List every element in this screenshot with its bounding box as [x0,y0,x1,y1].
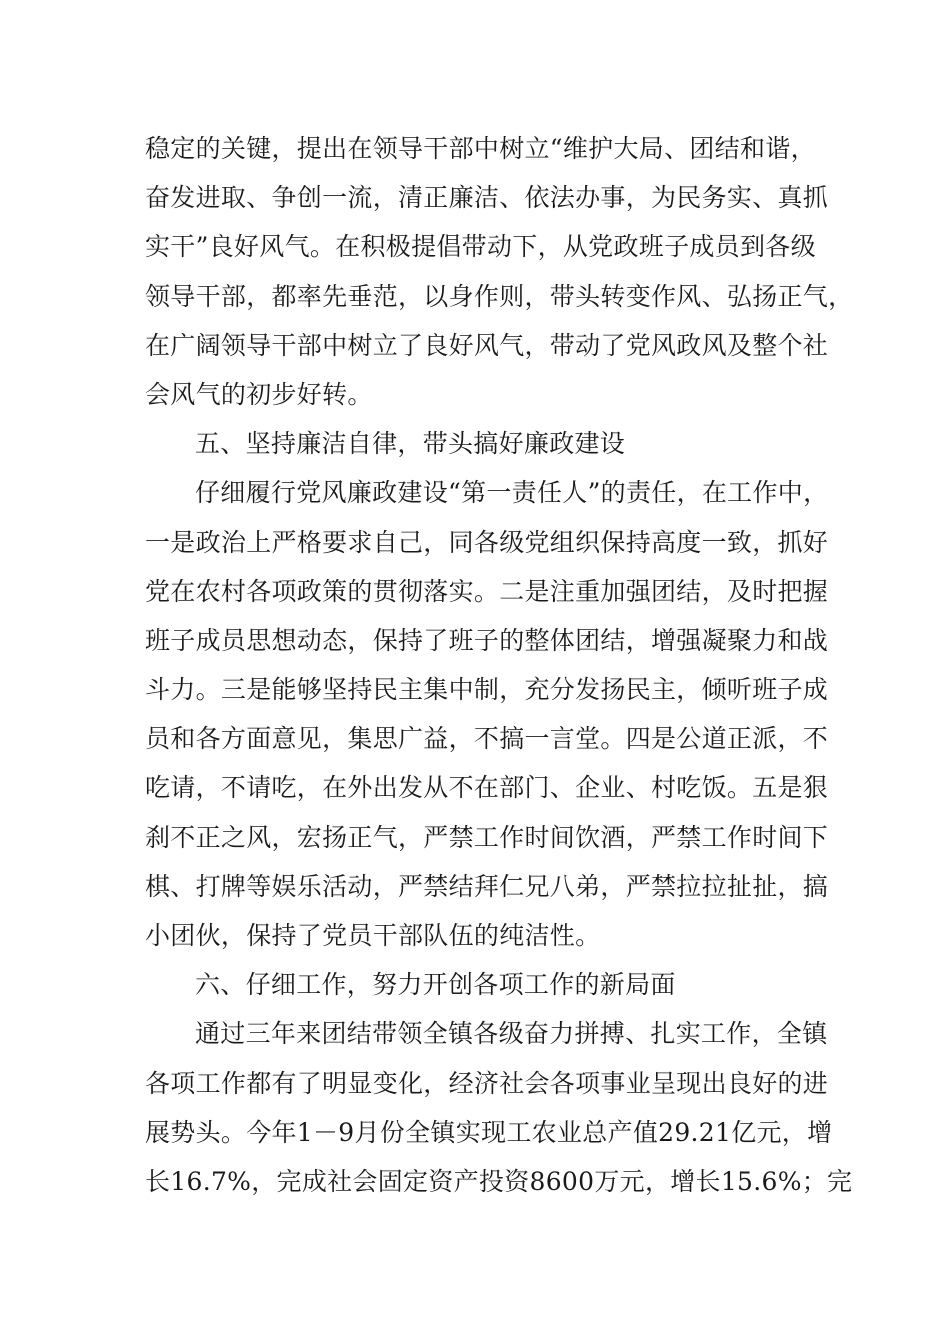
text-line: 各项工作都有了明显变化，经济社会各项事业呈现出良好的进 [145,1068,829,1098]
text-line: 党在农村各项政策的贯彻落实。二是注重加强团结，及时把握 [145,576,829,606]
text-line: 吃请，不请吃，在外出发从不在部门、企业、村吃饭。五是狠 [145,773,829,803]
section-heading: 六、仔细工作，努力开创各项工作的新局面 [195,970,676,1000]
text-line: 通过三年来团结带领全镇各级奋力拼搏、扎实工作，全镇 [195,1019,828,1049]
text-line: 领导干部，都率先垂范，以身作则，带头转变作风、弘扬正气， [145,281,854,311]
text-line: 稳定的关键，提出在领导干部中树立“维护大局、团结和谐， [145,134,816,163]
text-line: 在广阔领导干部中树立了良好风气，带动了党风政风及整个社 [145,330,829,360]
text-line: 长16.7%，完成社会固定资产投资8600万元，增长15.6%；完 [145,1166,853,1196]
document-body [145,124,854,1206]
text-line: 会风气的初步好转。 [145,379,373,409]
text-line: 员和各方面意见，集思广益，不搞一言堂。四是公道正派，不 [145,724,829,754]
text-line: 刹不正之风，宏扬正气，严禁工作时间饮酒，严禁工作时间下 [145,822,829,852]
text-line: 仔细履行党风廉政建设“第一责任人”的责任，在工作中， [195,478,829,508]
text-line: 一是政治上严格要求自己，同各级党组织保持高度一致，抓好 [145,527,829,557]
text-line: 棋、打牌等娱乐活动，严禁结拜仁兄八弟，严禁拉拉扯扯，搞 [145,871,829,901]
text-line: 斗力。三是能够坚持民主集中制，充分发扬民主，倾听班子成 [145,675,829,705]
text-line: 奋发进取、争创一流，清正廉洁、依法办事，为民务实、真抓 [145,183,829,213]
text-line: 班子成员思想动态，保持了班子的整体团结，增强凝聚力和战 [145,625,829,655]
section-heading: 五、坚持廉洁自律，带头搞好廉政建设 [195,429,626,459]
text-line: 实干”良好风气。在积极提倡带动下，从党政班子成员到各级 [145,232,816,262]
text-line: 展势头。今年1－9月份全镇实现工农业总产值29.21亿元，增 [145,1117,833,1147]
text-line: 小团伙，保持了党员干部队伍的纯洁性。 [145,921,601,950]
